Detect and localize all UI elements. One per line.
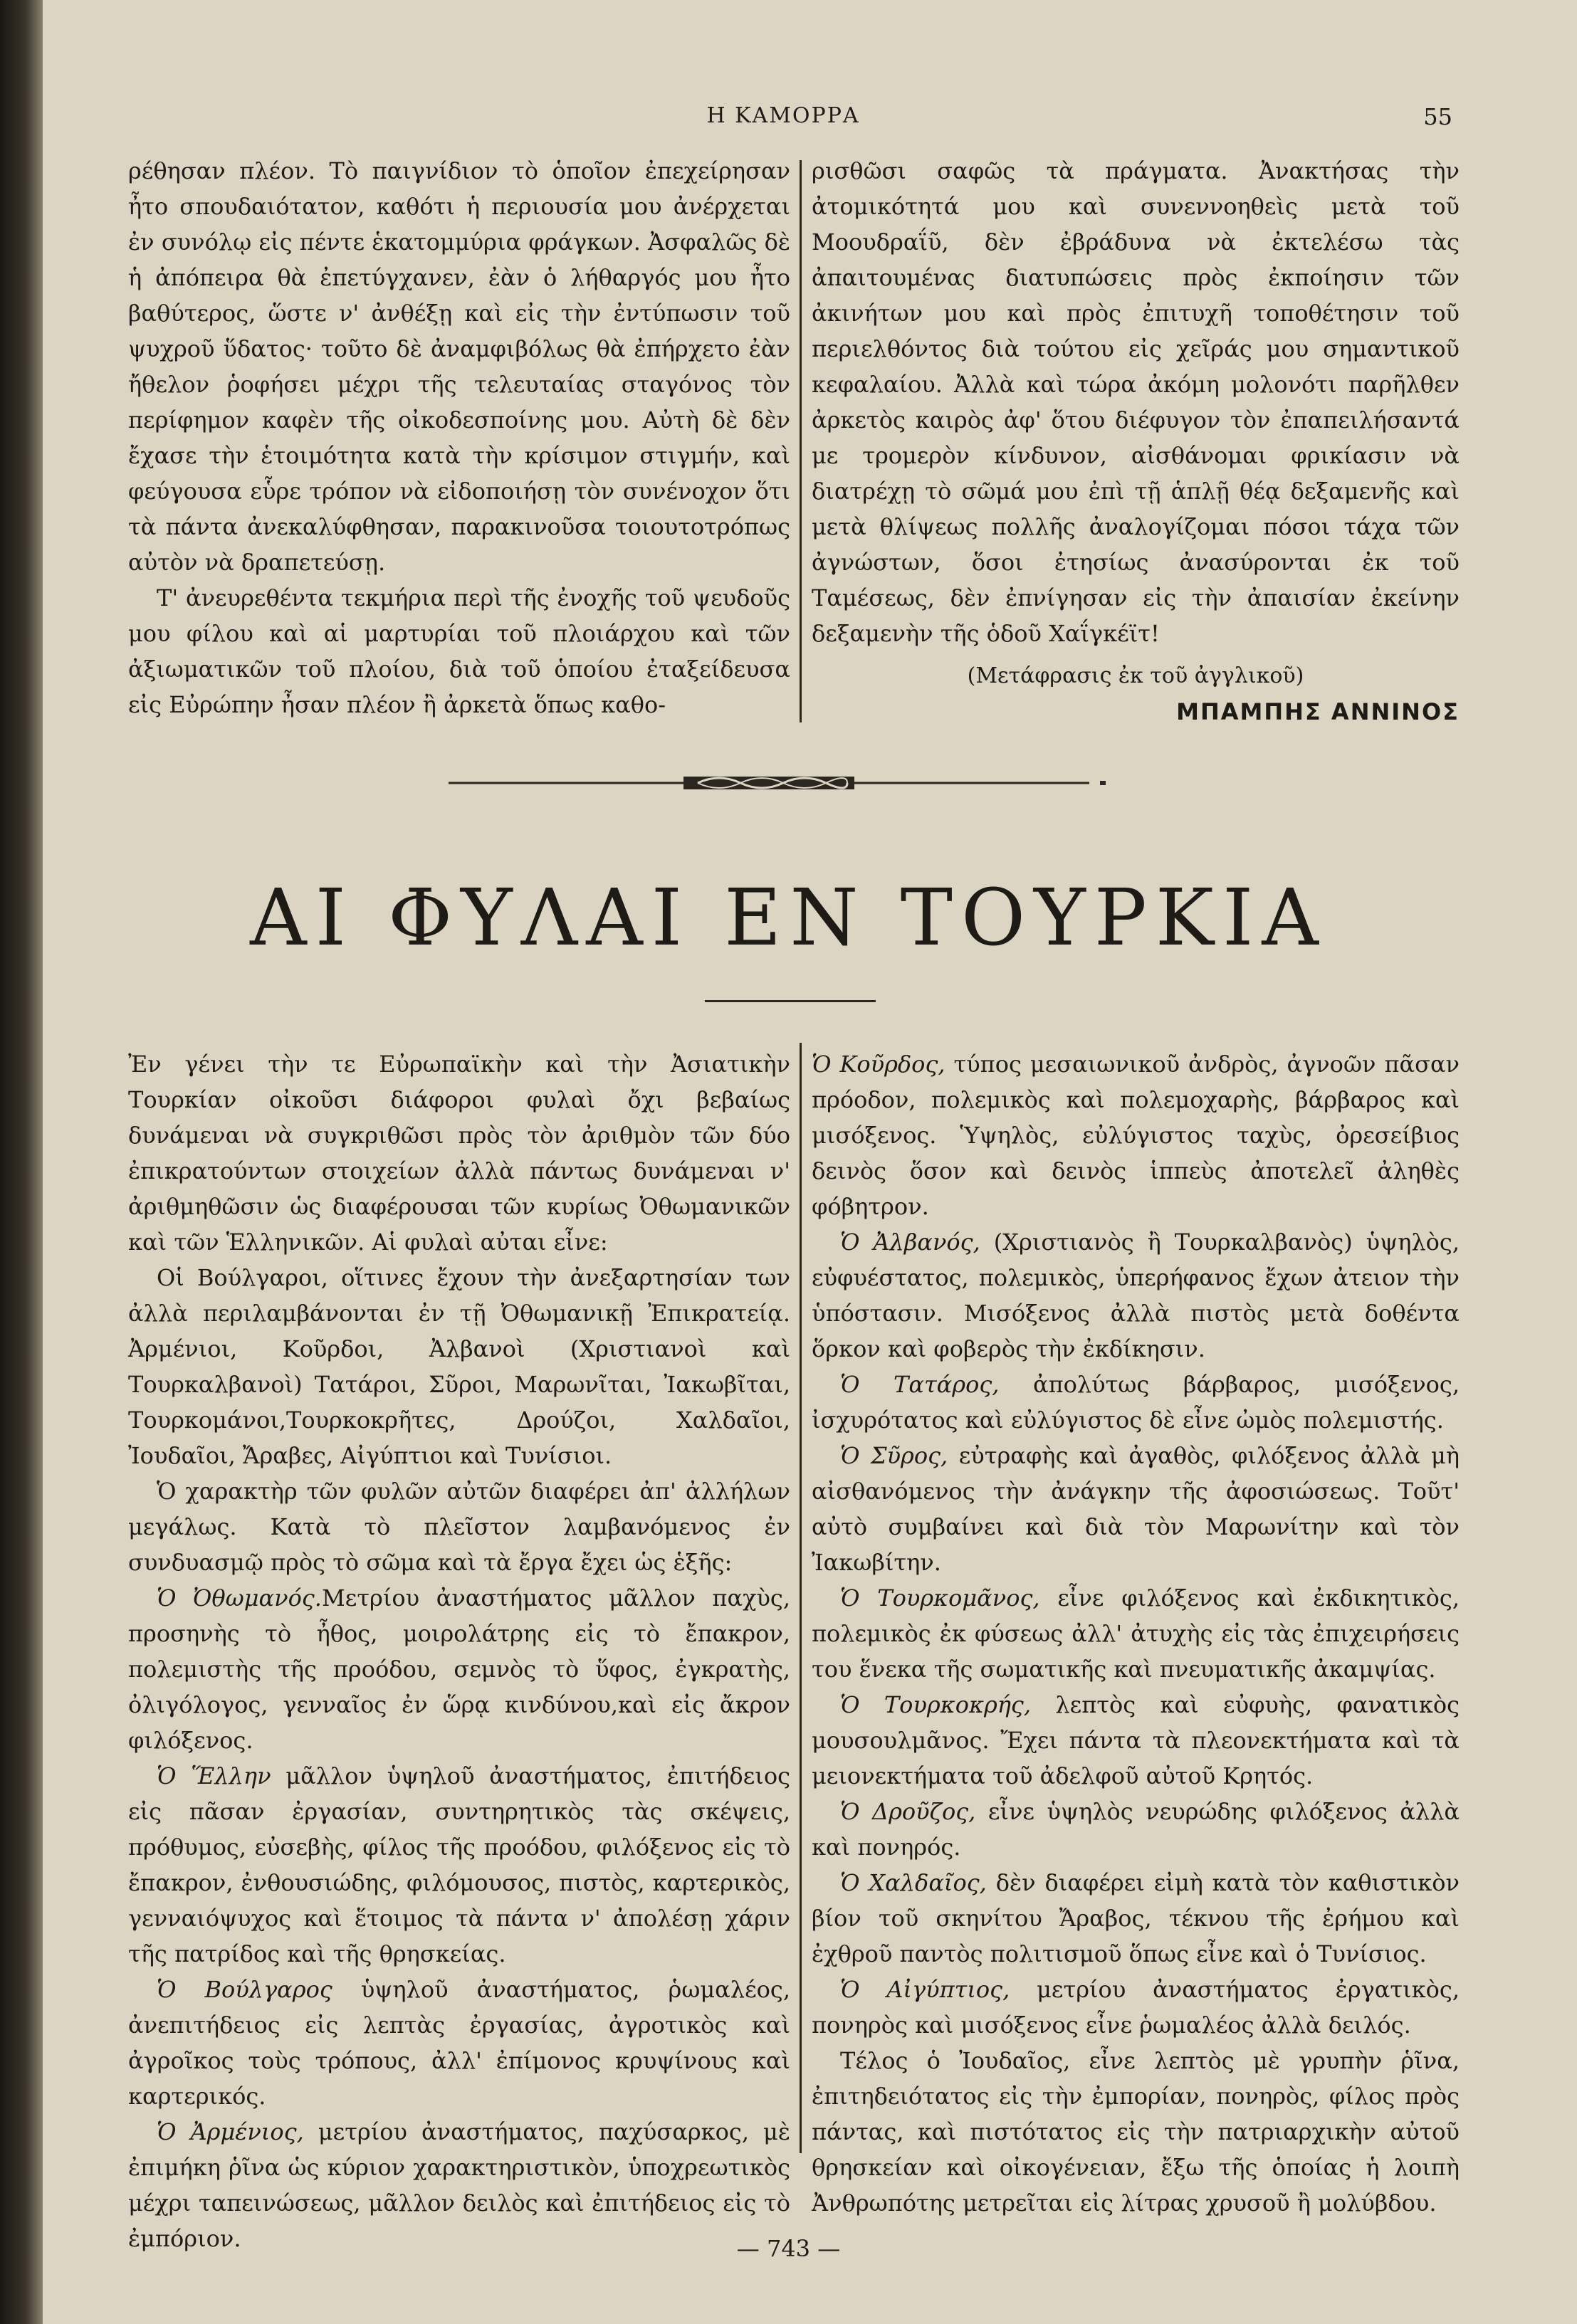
tribe-name: Ὁ Τατάρος, (840, 1371, 1000, 1398)
page-number: 55 (1423, 103, 1452, 130)
paragraph-text: λεπτὸς καὶ εὐφυὴς, φανατικὸς μουσουλμᾶνος. Ἔχει πάντα τὰ πλεονεκτήματα καὶ τὰ μειονεκτήματα τοῦ ἀδελφοῦ αὐτοῦ Κρητός. (812, 1691, 1460, 1789)
article-left-column (128, 1046, 790, 2256)
story-right-column (812, 153, 1460, 730)
article-paragraph (128, 1580, 790, 1758)
tribe-name: Ὁ Ἀλβανός, (840, 1229, 980, 1256)
article-paragraph (812, 1865, 1460, 1972)
article-paragraph (812, 1580, 1460, 1687)
article-paragraph (812, 1972, 1460, 2043)
story-paragraph: Τ' ἀνευρεθέντα τεκμήρια περὶ τῆς ἐνοχῆς τοῦ ψευδοῦς μου φίλου καὶ αἱ μαρτυρίαι τοῦ πλοιάρχου καὶ τῶν ἀξιωματικῶν τοῦ πλοίου, διὰ τοῦ ὁποίου ἐταξείδευσα εἰς Εὐρώπην ἦσαν πλέον ἢ ἀρκετὰ ὅπως καθο- (128, 584, 790, 718)
footer-page-number: — 743 — (736, 2235, 841, 2262)
article-paragraph (812, 1794, 1460, 1865)
tribe-name: Ὁ Κοῦρδος, (812, 1051, 945, 1078)
paragraph-text: εἶνε φιλόξενος καὶ ἐκδικητικὸς, πολεμικὸς ἐκ φύσεως ἀλλ' ἀτυχὴς εἰς τὰς ἐπιχειρήσεις του ἕνεκα τῆς σωματικῆς καὶ πνευματικῆς ἀκαμψίας. (812, 1584, 1460, 1683)
running-title: Η ΚΑΜΟΡΡΑ (706, 103, 860, 128)
tribe-name: Ὁ Ὀθωμανός. (157, 1584, 322, 1611)
section-ornament (449, 769, 1118, 797)
article-paragraph (128, 1972, 790, 2114)
story-left-column (128, 153, 790, 722)
article-paragraph (128, 1758, 790, 1972)
paragraph-text: εὐτραφὴς καὶ ἀγαθὸς, φιλόξενος ἀλλὰ μὴ αἰσθανόμενος τὴν ἀνάγκην τῆς ἀφοσιώσεως. Τοῦτ' αὐτὸ συμβαίνει καὶ διὰ τὸν Μαρωνίτην καὶ τὸν Ἰακωβίτην. (812, 1442, 1460, 1576)
column-divider (800, 160, 802, 722)
article-paragraph (812, 1224, 1460, 1367)
paragraph-text: Μετρίου ἀναστήματος μᾶλλον παχὺς, προσηνὴς τὸ ἦθος, μοιρολάτρης εἰς τὸ ἔπακρον, πολεμιστὴς τῆς προόδου, σεμνὸς τὸ ὕφος, ἐγκρατὴς, ὀλιγόλογος, γενναῖος ἐν ὥρᾳ κινδύνου,καὶ εἰς ἄκρον φιλόξενος. (128, 1584, 791, 1754)
article-paragraph (128, 1473, 790, 1580)
article-paragraph (812, 1438, 1460, 1580)
running-header (100, 103, 1467, 146)
paragraph-text: Ὁ χαρακτὴρ τῶν φυλῶν αὐτῶν διαφέρει ἀπ' ἀλλήλων μεγάλως. Κατὰ τὸ πλεῖστον λαμβανόμενος ἐν συνδυασμῷ πρὸς τὸ σῶμα καὶ τὰ ἔργα ἔχει ὡς ἑξῆς: (128, 1478, 790, 1576)
tribe-name: Ὁ Τουρκομᾶνος, (840, 1584, 1040, 1611)
article-paragraph (812, 1046, 1460, 1224)
paragraph-text: ἀπολύτως βάρβαρος, μισόξενος, ἰσχυρότατος καὶ εὐλύγιστος δὲ εἶνε ὠμὸς πολεμιστής. (812, 1371, 1460, 1434)
article-paragraph (812, 1687, 1460, 1794)
tribe-name: Ὁ Βούλγαρος (157, 1976, 332, 2003)
paragraph-text: Οἱ Βούλγαροι, οἵτινες ἔχουν τὴν ἀνεξαρτησίαν των ἀλλὰ περιλαμβάνονται ἐν τῇ Ὀθωμανικῇ Ἐπικρατείᾳ. Ἀρμένιοι, Κοῦρδοι, Ἀλβανοὶ (Χριστιανοὶ καὶ Τουρκαλβανοὶ) Τατάροι, Σῦροι, Μαρωνῖται, Ἰακωβῖται, Τουρκομάνοι,Τουρκοκρῆτες, Δρούζοι, Χαλδαῖοι, Ἰουδαῖοι, Ἄραβες, Αἰγύπτιοι καὶ Τυνίσιοι. (128, 1264, 790, 1469)
tribe-name: Ὁ Δροῦζος, (840, 1798, 976, 1825)
tribe-name: Ὁ Αἰγύπτιος, (840, 1976, 1010, 2003)
article-title: ΑΙ ΦΥΛΑΙ ΕΝ ΤΟΥΡΚΙΑ (250, 872, 1327, 963)
tribe-name: Ὁ Χαλδαῖος, (840, 1869, 987, 1896)
tribe-name: Ὁ Ἀρμένιος, (157, 2118, 304, 2145)
paragraph-text: Τέλος ὁ Ἰουδαῖος, εἶνε λεπτὸς μὲ γρυπὴν ῥῖνα, ἐπιτηδειότατος εἰς τὴν ἐμπορίαν, πονηρὸς, φίλος πρὸς πάντας, καὶ πιστότατος εἰς τὴν πατριαρχικὴν αὐτοῦ θρησκείαν καὶ οἰκογένειαν, ἔξω τῆς ὁποίας ἡ λοιπὴ Ἀνθρωπότης μετρεῖται εἰς λίτρας χρυσοῦ ἢ μολύβδου. (812, 2047, 1460, 2217)
title-rule (705, 1000, 876, 1002)
translator-signature: ΜΠΑΜΠΗΣ ΑΝΝΙΝΟΣ (1176, 698, 1460, 725)
article-paragraph (812, 1367, 1460, 1438)
article-paragraph (128, 1260, 790, 1473)
column-divider (800, 1043, 802, 2153)
translation-source-note: (Μετάφρασις ἐκ τοῦ ἀγγλικοῦ) (967, 663, 1304, 688)
paragraph-text: μᾶλλον ὑψηλοῦ ἀναστήματος, ἐπιτήδειος εἰς πᾶσαν ἐργασίαν, συντηρητικὸς τὰς σκέψεις, πρόθυμος, εὐσεβὴς, φίλος τῆς προόδου, φιλόξενος εἰς τὸ ἔπακρον, ἐνθουσιώδης, φιλόμουσος, πιστὸς, καρτερικὸς, γενναιόψυχος καὶ ἕτοιμος τὰ πάντα ν' ἀπολέσῃ χάριν τῆς πατρίδος καὶ τῆς θρησκείας. (128, 1762, 791, 1967)
book-binding-edge (0, 0, 43, 2324)
tribe-name: Ὁ Σῦρος, (840, 1442, 948, 1469)
paragraph-text: δὲν διαφέρει εἰμὴ κατὰ τὸν καθιστικὸν βίον τοῦ σκηνίτου Ἄραβος, τέκνου τῆς ἐρήμου καὶ ἐχθροῦ παντὸς πολιτισμοῦ ὅπως εἶνε καὶ ὁ Τυνίσιος. (812, 1869, 1460, 1967)
paragraph-text: (Χριστιανὸς ἢ Τουρκαλβανὸς) ὑψηλὸς, εὐφυέστατος, πολεμικὸς, ὑπερήφανος ἔχων ἀτειον τὴν ὑπόστασιν. Μισόξενος ἀλλὰ πιστὸς μετὰ δοθέντα ὅρκον καὶ φοβερὸς τὴν ἐκδίκησιν. (812, 1229, 1460, 1362)
story-paragraph: ρισθῶσι σαφῶς τὰ πράγματα. Ἀνακτήσας τὴν ἀτομικότητά μου καὶ συνεννοηθεὶς μετὰ τοῦ Μοουδραΐῦ, δὲν ἐβράδυνα νὰ ἐκτελέσω τὰς ἀπαιτουμένας διατυπώσεις πρὸς ἐκποίησιν τῶν ἀκινήτων μου καὶ πρὸς ἐπιτυχῆ τοποθέτησιν τοῦ περιελθόντος διὰ τούτου εἰς χεῖράς μου σημαντικοῦ κεφαλαίου. Ἀλλὰ καὶ τώρα ἀκόμη μολονότι παρῆλθεν ἀρκετὸς καιρὸς ἀφ' ὅτου διέφυγον τὸν ἐπαπειλήσαντά με τρομερὸν κίνδυνον, αἰσθάνομαι φρικίασιν νὰ διατρέχῃ τὸ σῶμά μου ἐπὶ τῇ ἁπλῇ θέᾳ δεξαμενῆς καὶ μετὰ θλίψεως πολλῆς ἀναλογίζομαι πόσοι τάχα τῶν ἀγνώστων, ὅσοι ἐτησίως ἀνασύρονται ἐκ τοῦ Ταμέσεως, δὲν ἐπνίγησαν εἰς τὴν ἀπαισίαν ἐκείνην δεξαμενὴν τῆς ὁδοῦ Χαΐγκέϊτ! (812, 157, 1460, 647)
article-right-column (812, 1046, 1460, 2221)
paragraph-text: εἶνε ὑψηλὸς νευρώδης φιλόξενος ἀλλὰ καὶ πονηρός. (812, 1798, 1460, 1861)
paragraph-text: ὑψηλοῦ ἀναστήματος, ῥωμαλέος, ἀνεπιτήδειος εἰς λεπτὰς ἐργασίας, ἀγροτικὸς καὶ ἀγροῖκος τοὺς τρόπους, ἀλλ' ἐπίμονος κρυψίνους καὶ καρτερικός. (128, 1976, 791, 2110)
paragraph-text: Ἐν γένει τὴν τε Εὐρωπαϊκὴν καὶ τὴν Ἀσιατικὴν Τουρκίαν οἰκοῦσι διάφοροι φυλαὶ ὄχι βεβαίως δυνάμεναι νὰ συγκριθῶσι πρὸς τὸν ἀριθμὸν τῶν δύο ἐπικρατούντων στοιχείων ἀλλὰ πάντως δυνάμεναι ν' ἀριθμηθῶσιν ὡς διαφέρουσαι τῶν κυρίως Ὀθωμανικῶν καὶ τῶν Ἑλληνικῶν. Αἱ φυλαὶ αὐται εἶνε: (128, 1051, 790, 1256)
tribe-name: Ὁ Ἕλλην (157, 1762, 271, 1789)
tribe-name: Ὁ Τουρκοκρής, (840, 1691, 1032, 1718)
article-paragraph (812, 2043, 1460, 2221)
paragraph-text: μετρίου ἀναστήματος, παχύσαρκος, μὲ ἐπιμήκη ῥῖνα ὡς κύριον χαρακτηριστικὸν, ὑποχρεωτικὸς μέχρι ταπεινώσεως, μᾶλλον δειλὸς καὶ ἐπιτήδειος εἰς τὸ ἐμπόριον. (128, 2118, 790, 2252)
paragraph-text: τύπος μεσαιωνικοῦ ἀνδρὸς, ἀγνοῶν πᾶσαν πρόοδον, πολεμικὸς καὶ πολεμοχαρὴς, βάρβαρος καὶ μισόξενος. Ὑψηλὸς, εὐλύγιστος ταχὺς, ὀρεσείβιος δεινὸς ὅσον καὶ δεινὸς ἱππεὺς ἀποτελεῖ ἀληθὲς φόβητρον. (812, 1051, 1460, 1220)
paragraph-text: μετρίου ἀναστήματος ἐργατικὸς, πονηρὸς καὶ μισόξενος εἶνε ῥωμαλέος ἀλλὰ δειλός. (812, 1976, 1460, 2039)
story-paragraph: ρέθησαν πλέον. Τὸ παιγνίδιον τὸ ὁποῖον ἐπεχείρησαν ἦτο σπουδαιότατον, καθότι ἡ περιουσία μου ἀνέρχεται ἐν συνόλῳ εἰς πέντε ἑκατομμύρια φράγκων. Ἀσφαλῶς δὲ ἡ ἀπόπειρα θὰ ἐπετύγχανεν, ἐὰν ὁ λήθαργός μου ἦτο βαθύτερος, ὥστε ν' ἀνθέξῃ καὶ εἰς τὴν ἐντύπωσιν τοῦ ψυχροῦ ὕδατος· τοῦτο δὲ ἀναμφιβόλως θὰ ἐπήρχετο ἐὰν ἤθελον ῥοφήσει μέχρι τῆς τελευταίας σταγόνος τὸν περίφημον καφὲν τῆς οἰκοδεσποίνης μου. Αὐτὴ δὲ δὲν ἔχασε τὴν ἑτοιμότητα κατὰ τὴν κρίσιμον στιγμήν, καὶ φεύγουσα εὗρε τρόπον νὰ εἰδοποιήσῃ τὸν συνένοχον ὅτι τὰ πάντα ἀνεκαλύφθησαν, παρακινοῦσα τοιουτοτρόπως αὐτὸν νὰ δραπετεύσῃ. (128, 157, 790, 576)
article-paragraph (128, 1046, 790, 1260)
